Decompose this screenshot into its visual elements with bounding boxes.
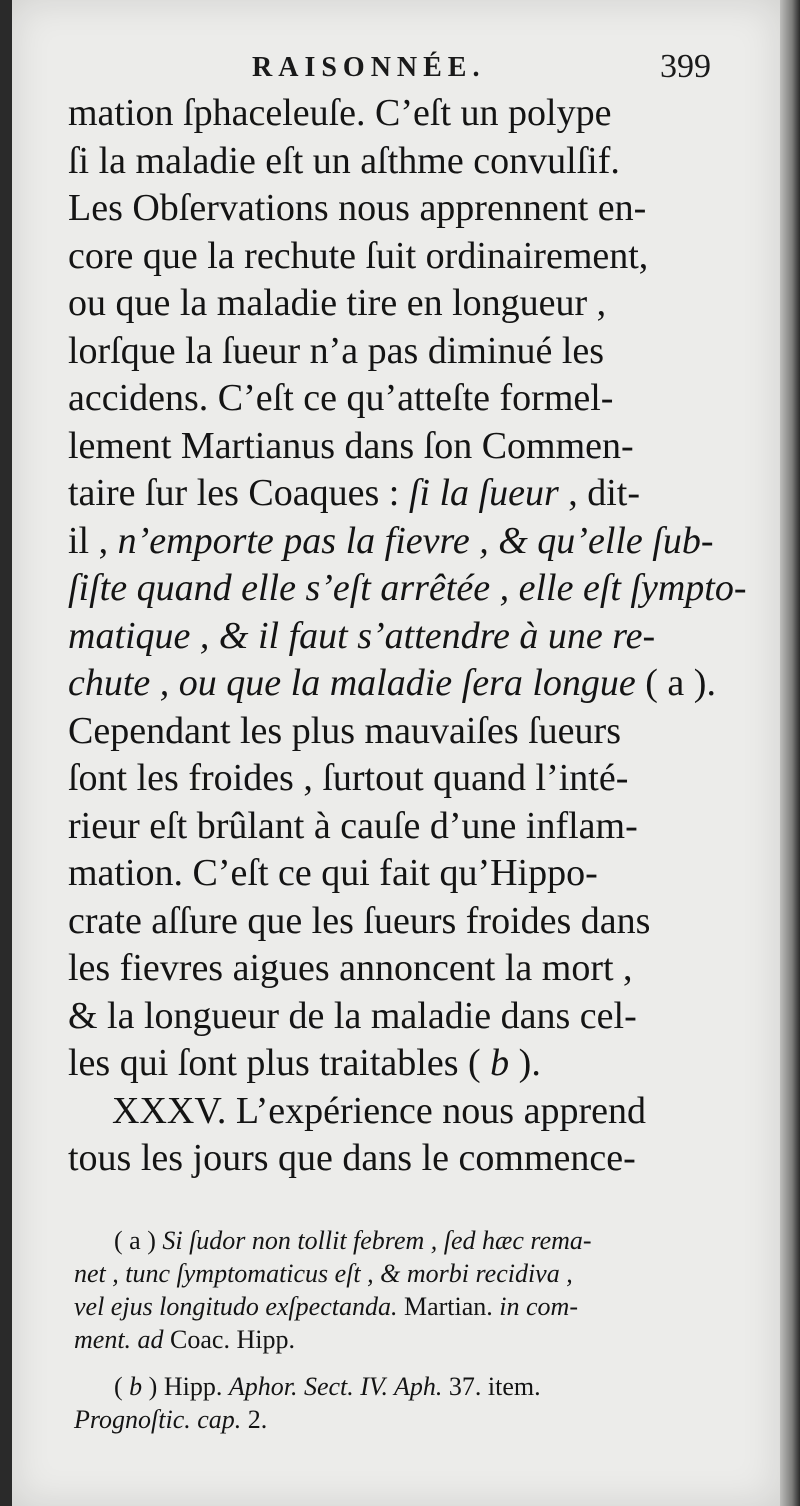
footnote-roman: 2. xyxy=(241,1405,268,1434)
footnote-roman: Hipp. xyxy=(157,1372,229,1401)
text-fragment: les qui ſont plus traitables xyxy=(68,1042,459,1084)
section-heading-line: XXXV. L’expérience nous apprend xyxy=(112,1089,646,1132)
quotation-italic: matique , & il faut s’attendre à une re- xyxy=(68,614,656,657)
footnote-a-line xyxy=(74,1224,754,1257)
text-line: ou que la maladie tire en longueur , xyxy=(68,282,607,324)
text-line: lorſque la ſueur n’a pas diminué les xyxy=(68,329,605,372)
footnotes xyxy=(74,1224,754,1436)
paren-close: ) xyxy=(142,1372,158,1401)
footnote-ref-b xyxy=(459,1042,541,1084)
text-line: ſont les froides , ſurtout quand l’inté- xyxy=(68,757,629,799)
text-line xyxy=(68,1040,748,1088)
footnote-italic: ment. ad xyxy=(74,1325,164,1354)
footnote-b-line xyxy=(74,1370,754,1403)
footnote-italic: Si ſudor non tollit febrem , ſed hæc rema- xyxy=(162,1226,592,1255)
footnote-a-line xyxy=(74,1257,754,1290)
text-line: crate aſſure que les ſueurs froides dans xyxy=(68,899,651,942)
paren-close: ). xyxy=(509,1042,541,1084)
footnote-italic: Aphor. Sect. IV. Aph. xyxy=(228,1372,443,1401)
text-line: les fievres aigues annoncent la mort , xyxy=(68,947,633,989)
text-line: & la longueur de la maladie dans cel- xyxy=(68,994,637,1037)
page-number: 399 xyxy=(660,48,711,85)
text-fragment: il , xyxy=(68,519,109,562)
footnote-italic: in com- xyxy=(499,1292,578,1321)
quotation-italic: chute , ou que la maladie ſera longue xyxy=(68,662,636,704)
text-line: rieur eſt brûlant à cauſe d’une inflam- xyxy=(68,804,638,847)
text-line: Les Obſervations nous apprennent en- xyxy=(68,187,647,229)
paren-open: ( xyxy=(114,1372,130,1401)
book-page xyxy=(12,0,780,1506)
footnote-roman: Coac. Hipp. xyxy=(163,1325,295,1354)
text-line: tous les jours que dans le commence- xyxy=(68,1137,636,1179)
footnote-italic: vel ejus longitudo exſpectanda. xyxy=(74,1292,398,1321)
footnote-a-line xyxy=(74,1323,754,1356)
text-line xyxy=(68,565,748,613)
text-line: Cependant les plus mauvaiſes ſueurs xyxy=(68,709,621,752)
text-fragment: taire ſur les Coaques : xyxy=(68,472,400,514)
footnote-roman: Martian. xyxy=(397,1292,500,1321)
footnote-letter: b xyxy=(129,1372,143,1401)
text-line: lement Martianus dans ſon Commen- xyxy=(68,424,634,467)
text-line: core que la rechute ſuit ordinairement, xyxy=(68,234,649,277)
running-title: RAISONNÉE. xyxy=(252,52,486,83)
text-line: accidens. C’eſt ce qu’atteſte formel- xyxy=(68,377,614,419)
quotation-italic: ſiſte quand elle s’eſt arrêtée , elle eſt ſympto- xyxy=(68,567,747,609)
quotation-italic: ſi la ſueur xyxy=(408,472,559,514)
footnote-spacer xyxy=(74,1356,754,1370)
footnote-marker: ( a ) xyxy=(114,1226,156,1255)
body-text xyxy=(68,90,748,1183)
footnote-roman: 37. item. xyxy=(442,1372,541,1401)
text-line: ſi la maladie eſt un aſthme convulſif. xyxy=(68,139,620,182)
footnote-italic: net , tunc ſymptomaticus eſt , & morbi recidiva , xyxy=(74,1259,573,1288)
text-line xyxy=(68,613,748,661)
quotation-italic: n’emporte pas la fievre , & qu’elle ſub- xyxy=(117,519,714,562)
text-line: mation ſphaceleuſe. C’eſt un polype xyxy=(68,92,612,134)
footnote-letter: b xyxy=(490,1042,510,1084)
paren-open: ( xyxy=(458,1042,491,1084)
text-line xyxy=(68,518,748,566)
text-line xyxy=(68,660,748,708)
footnote-a-line xyxy=(74,1290,754,1323)
page-edge-shadow xyxy=(780,0,800,1506)
running-head xyxy=(12,48,780,88)
text-fragment: , dit- xyxy=(558,472,641,514)
footnote-italic: Prognoſtic. cap. xyxy=(74,1405,242,1434)
footnote-b-line xyxy=(74,1403,754,1436)
text-line: mation. C’eſt ce qui fait qu’Hippo- xyxy=(68,852,598,894)
footnote-ref-a: ( a ). xyxy=(635,662,716,704)
text-line xyxy=(68,470,748,518)
